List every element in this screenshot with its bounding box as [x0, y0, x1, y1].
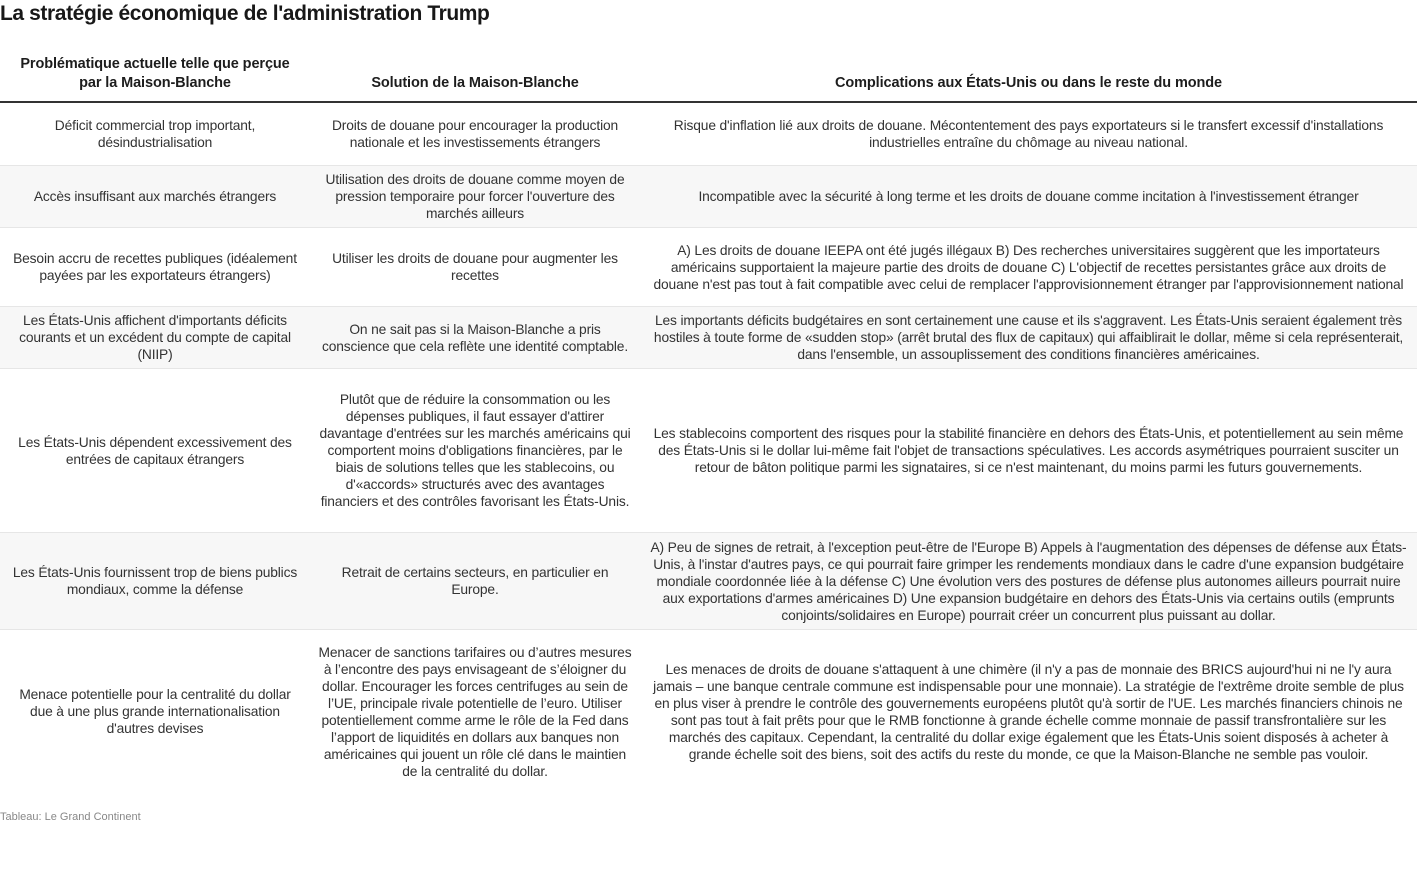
table-row — [0, 307, 1417, 369]
table-row — [0, 228, 1417, 307]
table-body — [0, 102, 1417, 793]
cell-complications: Les stablecoins comportent des risques pour la stabilité financière en dehors des États-Unis, et potentiellement au sein même des États-Unis si le dollar lui-même fait l'objet de transactions spéculatives. Les accords asymétriques pourraient susciter un retour de bâton politique parmi les signataires, si ce n'est maintenant, du moins parmi les futurs gouvernements. — [640, 369, 1417, 533]
cell-solution: Utiliser les droits de douane pour augmenter les recettes — [310, 228, 640, 307]
strategy-table — [0, 50, 1417, 793]
cell-problem: Déficit commercial trop important, désindustrialisation — [0, 102, 310, 166]
column-header-complications: Complications aux États-Unis ou dans le reste du monde — [640, 50, 1417, 102]
column-header-solution: Solution de la Maison-Blanche — [310, 50, 640, 102]
cell-complications: Les menaces de droits de douane s'attaquent à une chimère (il n'y a pas de monnaie des BRICS aujourd'hui ni ne l'y aura jamais – une banque centrale commune est indispensable pour une monnaie). La stratégie de l'extrême droite semble de plus en plus viser à prendre le contrôle des gouvernements européens plutôt qu'à sortir de l'UE. Les marchés financiers chinois ne sont pas tout à fait prêts pour que le RMB fonctionne à grande échelle comme monnaie de passif transfrontalière sur les marchés des capitaux. Cependant, la centralité du dollar exige également que les États-Unis soient disposés à acheter à grande échelle soit des biens, soit des actifs du reste du monde, ce que la Maison-Blanche ne semble pas vouloir. — [653, 661, 1404, 762]
table-row — [0, 630, 1417, 794]
column-header-problem: Problématique actuelle telle que perçue par la Maison-Blanche — [0, 50, 310, 102]
cell-problem: Accès insuffisant aux marchés étrangers — [0, 166, 310, 228]
cell-problem: Menace potentielle pour la centralité du dollar due à une plus grande internationalisation d'autres devises — [19, 687, 291, 736]
cell-problem: Besoin accru de recettes publiques (idéalement payées par les exportateurs étrangers) — [0, 228, 310, 307]
cell-complications: A) Peu de signes de retrait, à l'exception peut-être de l'Europe B) Appels à l'augmentation des dépenses de défense aux États-Unis, à l'instar d'autres pays, ce qui pourrait faire grimper les rendements mondiaux dans le cadre d'une expansion budgétaire mondiale coordonnée liée à la défense C) Une évolution vers des postures de défense plus autonomes ailleurs pourrait nuire aux exportations d'armes américaines D) Une expansion budgétaire en dehors des États-Unis via certains outils (emprunts conjoints/solidaires en Europe) pourrait créer un concurrent plus puissant au dollar. — [640, 533, 1417, 630]
table-header — [0, 50, 1417, 102]
table-row — [0, 102, 1417, 166]
table-row — [0, 166, 1417, 228]
cell-problem: Les États-Unis affichent d'importants déficits courants et un excédent du compte de capital (NIIP) — [0, 307, 310, 369]
table-row — [0, 369, 1417, 533]
cell-complications: Risque d'inflation lié aux droits de douane. Mécontentement des pays exportateurs si le transfert excessif d'installations industrielles entraîne du chômage au niveau national. — [640, 102, 1417, 166]
cell-solution: On ne sait pas si la Maison-Blanche a pris conscience que cela reflète une identité comptable. — [310, 307, 640, 369]
source-credit: Tableau: Le Grand Continent — [0, 811, 141, 823]
cell-solution: Utilisation des droits de douane comme moyen de pression temporaire pour forcer l'ouverture des marchés ailleurs — [310, 166, 640, 228]
cell-problem: Les États-Unis fournissent trop de biens publics mondiaux, comme la défense — [0, 533, 310, 630]
cell-problem: Les États-Unis dépendent excessivement des entrées de capitaux étrangers — [0, 369, 310, 533]
cell-solution: Menacer de sanctions tarifaires ou d’autres mesures à l’encontre des pays envisageant de s’éloigner du dollar. Encourager les forces centrifuges au sein de l’UE, principale rivale potentielle de l’euro. Utiliser potentiellement comme arme le rôle de la Fed dans l’apport de liquidités en dollars aux banques non américaines qui jouent un rôle clé dans le maintien de la centralité du dollar. — [318, 644, 632, 779]
cell-solution: Plutôt que de réduire la consommation ou les dépenses publiques, il faut essayer d'attirer davantage d'entrées sur les marchés américains qui comportent moins d'obligations financières, par le biais de solutions telles que les stablecoins, ou d'«accords» structurés avec des avantages financiers et des contrôles favorisant les États-Unis. — [310, 369, 640, 533]
cell-solution: Droits de douane pour encourager la production nationale et les investissements étrangers — [310, 102, 640, 166]
table-row — [0, 533, 1417, 630]
cell-solution: Retrait de certains secteurs, en particulier en Europe. — [310, 533, 640, 630]
header-row — [0, 50, 1417, 102]
cell-complications: Les importants déficits budgétaires en sont certainement une cause et ils s'aggravent. Les États-Unis seraient également très hostiles à toute forme de «sudden stop» (arrêt brutal des flux de capitaux) qui affaiblirait le dollar, même si cela représenterait, dans l'ensemble, un assouplissement des conditions financières américaines. — [640, 307, 1417, 369]
cell-complications: A) Les droits de douane IEEPA ont été jugés illégaux B) Des recherches universitaires suggèrent que les importateurs américains supportaient la majeure partie des droits de douane C) L'objectif de recettes persistantes grâce aux droits de douane n'est pas tout à fait compatible avec celui de remplacer l'approvisionnement étranger par l'approvisionnement national — [640, 228, 1417, 307]
page-title: La stratégie économique de l'administration Trump — [0, 2, 490, 25]
cell-complications: Incompatible avec la sécurité à long terme et les droits de douane comme incitation à l'investissement étranger — [640, 166, 1417, 228]
